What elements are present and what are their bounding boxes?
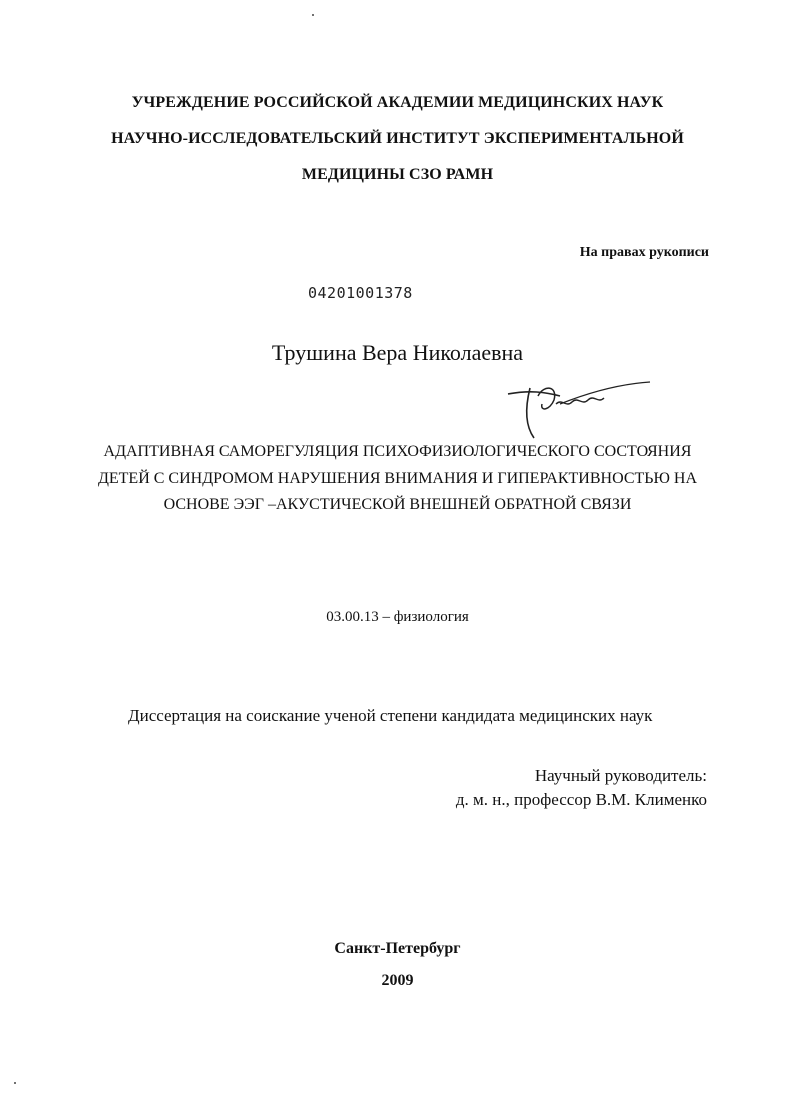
institution-line-3: МЕДИЦИНЫ СЗО РАМН: [301, 166, 494, 183]
year: 2009: [381, 972, 414, 989]
scan-speck: [14, 1082, 16, 1084]
supervisor-label: Научный руководитель:: [534, 766, 707, 785]
signature-icon: [500, 374, 660, 444]
institution-line-1: УЧРЕЖДЕНИЕ РОССИЙСКОЙ АКАДЕМИИ МЕДИЦИНСКИХ НАУК: [131, 94, 664, 111]
dissertation-title-line-1: АДАПТИВНАЯ САМОРЕГУЛЯЦИЯ ПСИХОФИЗИОЛОГИЧЕСКОГО СОСТОЯНИЯ: [103, 443, 692, 460]
dissertation-title-line-3: ОСНОВЕ ЭЭГ –АКУСТИЧЕСКОЙ ВНЕШНЕЙ ОБРАТНОЙ СВЯЗИ: [163, 496, 632, 513]
degree-statement: Диссертация на соискание ученой степени кандидата медицинских наук: [128, 706, 653, 725]
manuscript-note: На правах рукописи: [579, 245, 709, 260]
author-name: Трушина Вера Николаевна: [271, 340, 524, 365]
archive-number: 04201001378: [308, 284, 413, 302]
city: Санкт-Петербург: [334, 940, 461, 957]
institution-line-2: НАУЧНО-ИССЛЕДОВАТЕЛЬСКИЙ ИНСТИТУТ ЭКСПЕРИМЕНТАЛЬНОЙ: [111, 130, 684, 147]
specialty-code: 03.00.13 – физиология: [326, 609, 469, 625]
dissertation-title-line-2: ДЕТЕЙ С СИНДРОМОМ НАРУШЕНИЯ ВНИМАНИЯ И ГИПЕРАКТИВНОСТЬЮ НА: [97, 470, 698, 487]
supervisor-name: д. м. н., профессор В.М. Клименко: [455, 790, 707, 809]
scan-speck: [312, 14, 314, 16]
